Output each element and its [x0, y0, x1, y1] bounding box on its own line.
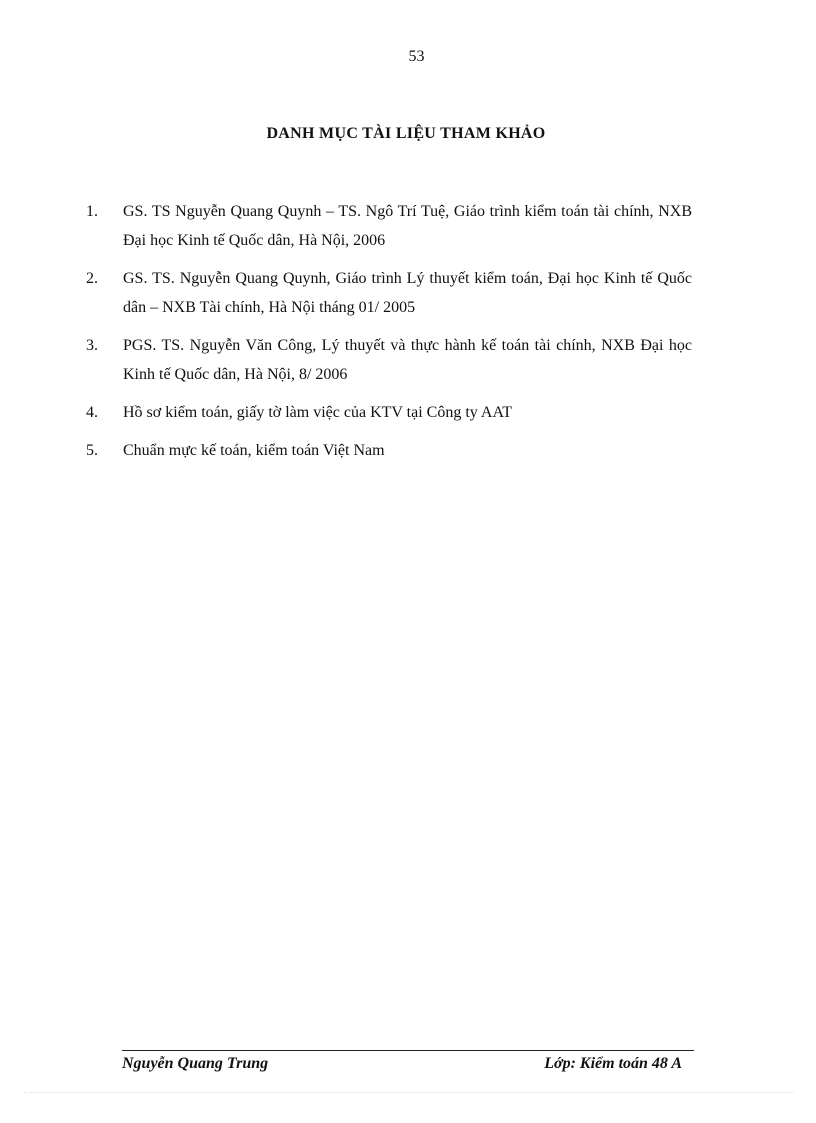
- reference-item: [86, 436, 692, 465]
- footer-divider: [122, 1050, 694, 1051]
- reference-number: 4.: [86, 404, 98, 421]
- reference-list: [86, 197, 692, 474]
- reference-number: 5.: [86, 442, 98, 459]
- reference-text: Hồ sơ kiểm toán, giấy tờ làm việc của KTV tại Công ty AAT: [123, 404, 513, 421]
- reference-item: [86, 398, 692, 427]
- reference-number: 1.: [86, 203, 98, 220]
- reference-number: 3.: [86, 337, 98, 354]
- footer-author: Nguyễn Quang Trung: [122, 1055, 269, 1072]
- page-footer: [122, 1055, 682, 1073]
- footer-class: Lớp: Kiểm toán 48 A: [544, 1055, 682, 1072]
- reference-item: [86, 264, 692, 322]
- reference-text: GS. TS. Nguyễn Quang Quynh, Giáo trình Lý thuyết kiểm toán, Đại học Kinh tế Quốc dân – NXB Tài chính, Hà Nội tháng 01/ 2005: [123, 270, 692, 316]
- reference-text: GS. TS Nguyễn Quang Quynh – TS. Ngô Trí Tuệ, Giáo trình kiểm toán tài chính, NXB Đại học Kinh tế Quốc dân, Hà Nội, 2006: [123, 203, 692, 249]
- reference-item: [86, 197, 692, 255]
- reference-number: 2.: [86, 270, 98, 287]
- reference-item: [86, 331, 692, 389]
- page-number: 53: [408, 48, 425, 65]
- page-edge-divider: [24, 1092, 794, 1093]
- page-title: DANH MỤC TÀI LIỆU THAM KHẢO: [266, 125, 546, 142]
- reference-text: PGS. TS. Nguyễn Văn Công, Lý thuyết và thực hành kế toán tài chính, NXB Đại học Kinh tế Quốc dân, Hà Nội, 8/ 2006: [123, 337, 692, 383]
- reference-text: Chuẩn mực kế toán, kiểm toán Việt Nam: [123, 442, 385, 459]
